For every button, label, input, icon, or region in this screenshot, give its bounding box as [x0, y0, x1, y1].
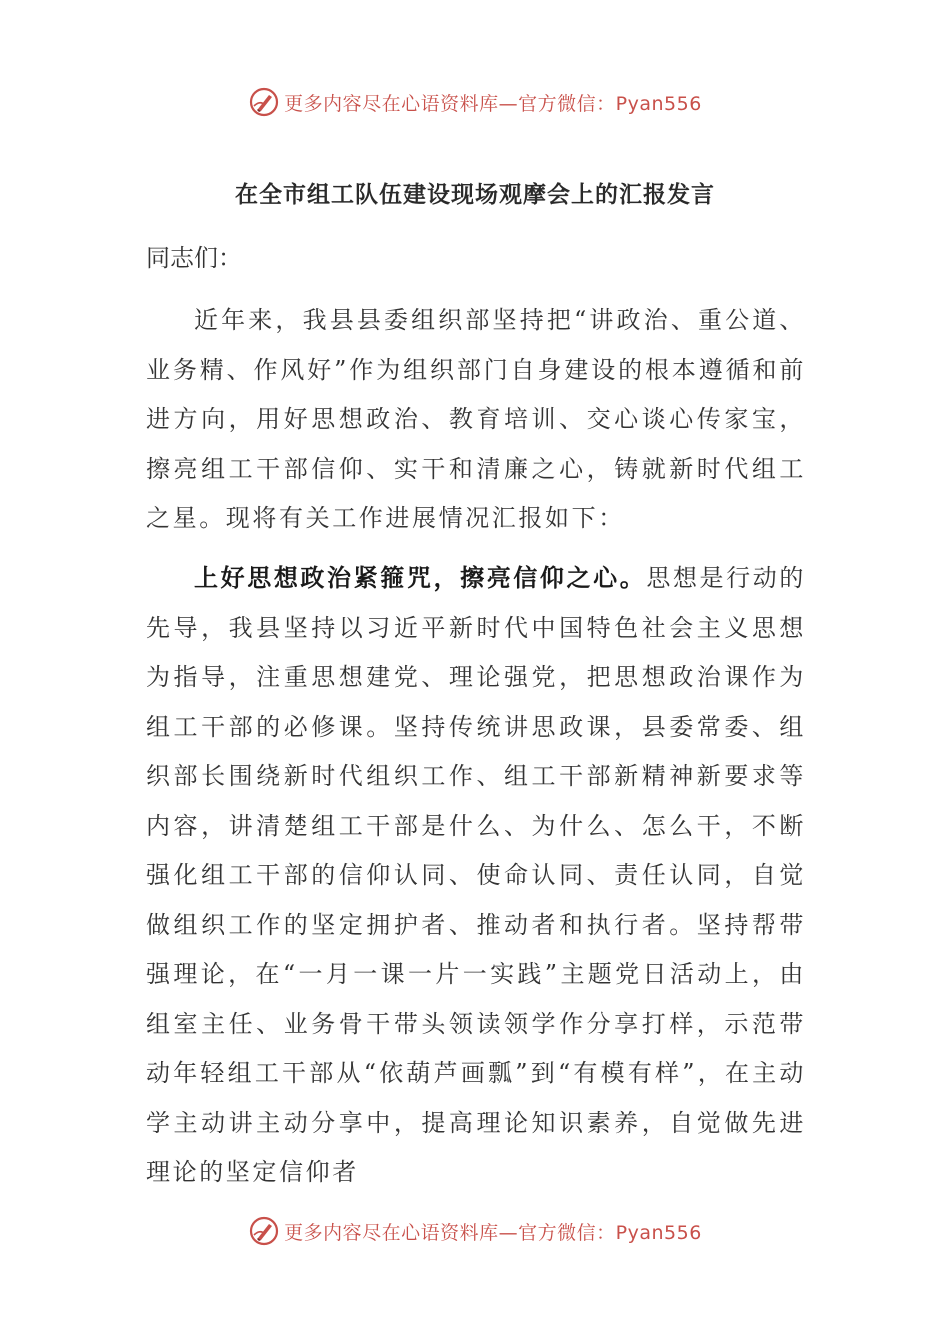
greeting: 同志们： — [146, 244, 242, 272]
paragraph-body: 思想是行动的先导，我县坚持以习近平新时代中国特色社会主义思想为指导，注重思想建党、理论强党，把思想政治课作为组工干部的必修课。坚持传统讲思政课，县委常委、组织部长围绕新时代组织工作、组工干部新精神新要求等内容，讲清楚组工干部是什么、为什么、怎么干，不断强化组工干部的信仰认同、使命认同、责任认同，自觉做组织工作的坚定拥护者、推动者和执行者。坚持帮带强理论，在“一月一课一片一实践”主题党日活动上，由组室主任、业务骨干带头领读领学作分享打样，示范带动年轻组工干部从“依葫芦画瓢”到“有模有样”，在主动学主动讲主动分享中，提高理论知识素养，自觉做先进理论的坚定信仰者 — [146, 564, 806, 1186]
banner-text: 更多内容尽在心语资料库—官方微信：Pyan556 — [284, 1221, 702, 1244]
paragraph-lead-heading: 上好思想政治紧箍咒，擦亮信仰之心。 — [194, 563, 647, 592]
paragraph-intro: 近年来，我县县委组织部坚持把“讲政治、重公道、业务精、作风好”作为组织部门自身建设的根本遵循和前进方向，用好思想政治、教育培训、交心谈心传家宝，擦亮组工干部信仰、实干和清廉之心，铸就新时代组工之星。现将有关工作进展情况汇报如下： — [146, 306, 806, 532]
pen-logo-icon — [248, 86, 280, 118]
document-title: 在全市组工队伍建设现场观摩会上的汇报发言 — [235, 182, 715, 208]
header-banner — [0, 82, 950, 122]
paragraph-ideology — [146, 553, 806, 1198]
pen-logo-icon — [248, 1215, 280, 1247]
banner-text: 更多内容尽在心语资料库—官方微信：Pyan556 — [284, 92, 702, 115]
footer-banner — [0, 1211, 950, 1251]
